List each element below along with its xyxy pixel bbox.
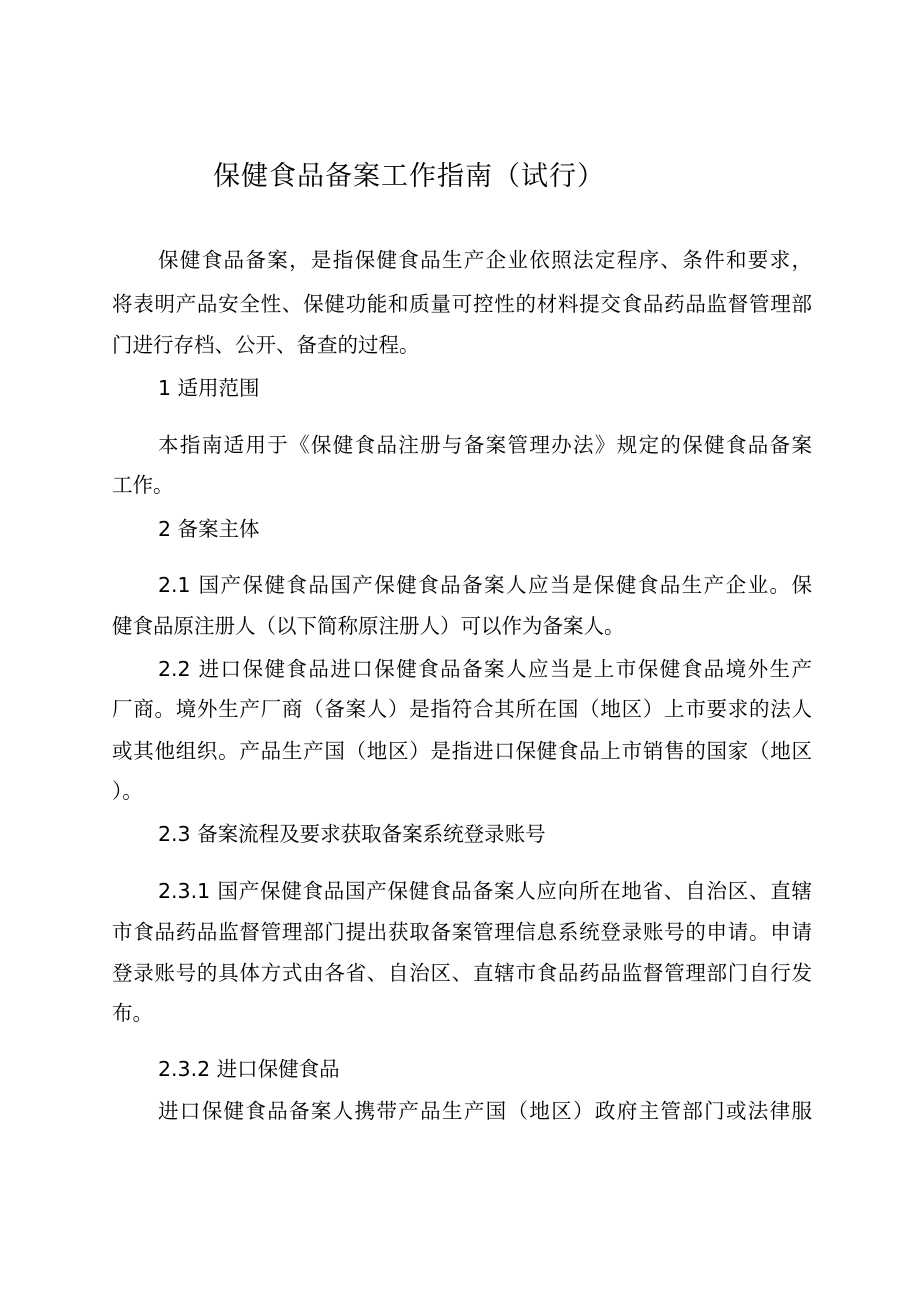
section-2-heading: 2 备案主体 bbox=[158, 517, 260, 541]
section-2-2-line-3: 或其他组织。产品生产国（地区）是指进口保健食品上市销售的国家（地区 bbox=[112, 739, 812, 763]
section-2-3-heading: 2.3 备案流程及要求获取备案系统登录账号 bbox=[158, 822, 546, 846]
section-2-2-line-2: 厂商。境外生产厂商（备案人）是指符合其所在国（地区）上市要求的法人 bbox=[112, 697, 812, 721]
section-2-3-2-heading: 2.3.2 进口保健食品 bbox=[158, 1057, 340, 1081]
section-2-2-line-1: 2.2 进口保健食品进口保健食品备案人应当是上市保健食品境外生产 bbox=[158, 657, 812, 681]
section-2-3-2-line-1: 进口保健食品备案人携带产品生产国（地区）政府主管部门或法律服 bbox=[158, 1099, 812, 1123]
intro-line-1: 保健食品备案，是指保健食品生产企业依照法定程序、条件和要求， bbox=[158, 248, 812, 272]
section-2-1-line-1: 2.1 国产保健食品国产保健食品备案人应当是保健食品生产企业。保 bbox=[158, 573, 812, 597]
section-2-3-1-line-1: 2.3.1 国产保健食品国产保健食品备案人应向所在地省、自治区、直辖 bbox=[158, 879, 812, 903]
section-2-3-1-line-4: 布。 bbox=[112, 1001, 153, 1025]
section-1-line-2: 工作。 bbox=[112, 473, 174, 497]
section-2-2-line-4: ）。 bbox=[112, 779, 143, 803]
section-2-3-1-line-2: 市食品药品监督管理部门提出获取备案管理信息系统登录账号的申请。申请 bbox=[112, 920, 812, 944]
document-title: 保健食品备案工作指南（试行） bbox=[213, 161, 605, 192]
section-2-3-1-line-3: 登录账号的具体方式由各省、自治区、直辖市食品药品监督管理部门自行发 bbox=[112, 961, 812, 985]
intro-line-2: 将表明产品安全性、保健功能和质量可控性的材料提交食品药品监督管理部 bbox=[112, 292, 812, 316]
section-1-heading: 1 适用范围 bbox=[158, 376, 260, 400]
section-2-1-line-2: 健食品原注册人（以下简称原注册人）可以作为备案人。 bbox=[112, 614, 625, 638]
section-1-line-1: 本指南适用于《保健食品注册与备案管理办法》规定的保健食品备案 bbox=[158, 433, 812, 457]
intro-line-3: 门进行存档、公开、备查的过程。 bbox=[112, 333, 420, 357]
